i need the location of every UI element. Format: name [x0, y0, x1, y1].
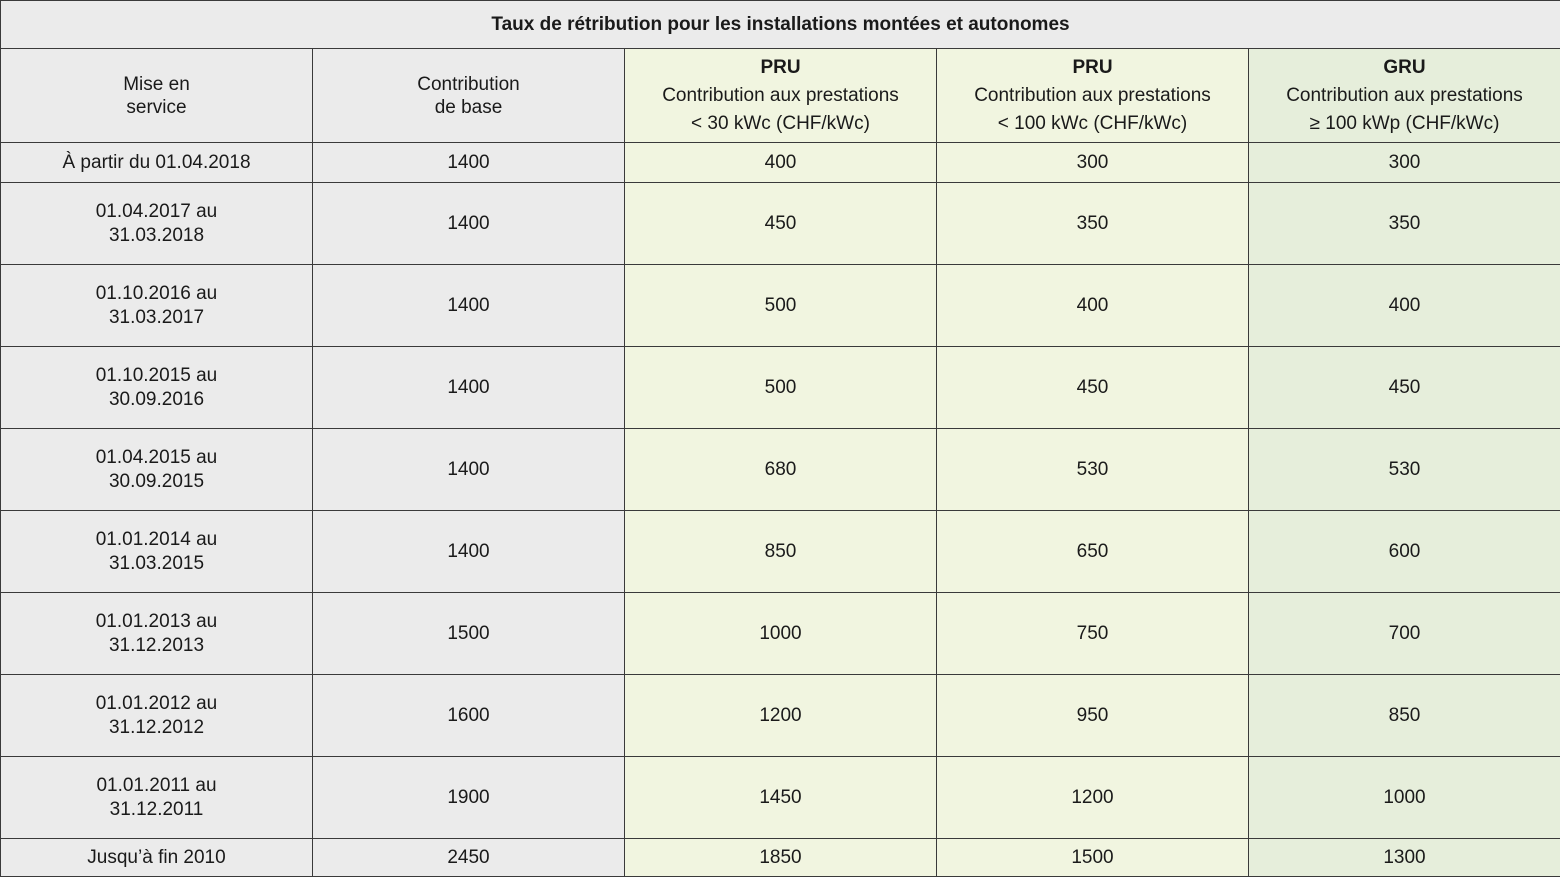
pru100-cell: 350 — [937, 183, 1249, 265]
pru100-cell: 400 — [937, 265, 1249, 347]
period-cell: À partir du 01.04.2018 — [1, 143, 313, 183]
period-end: 31.12.2013 — [108, 634, 205, 656]
header-pru-30-line-2: < 30 kWc (CHF/kWc) — [691, 112, 870, 134]
period-start: 01.04.2017 au — [95, 200, 218, 222]
table-row — [1, 429, 1560, 511]
pru30-cell: 1000 — [625, 593, 937, 675]
header-base-line-1: Contribution — [417, 73, 520, 95]
header-pru-30 — [625, 49, 937, 143]
base-cell: 1900 — [313, 757, 625, 839]
period-cell — [1, 183, 313, 265]
header-gru-line-2: ≥ 100 kWp (CHF/kWc) — [1309, 112, 1500, 134]
header-pru-100 — [937, 49, 1249, 143]
base-cell: 1400 — [313, 347, 625, 429]
pru100-cell: 530 — [937, 429, 1249, 511]
table-row — [1, 593, 1560, 675]
base-cell: 1400 — [313, 143, 625, 183]
pru100-cell: 950 — [937, 675, 1249, 757]
gru-cell: 300 — [1249, 143, 1560, 183]
period-end: 31.12.2012 — [108, 716, 205, 738]
period-cell — [1, 429, 313, 511]
base-cell: 1400 — [313, 511, 625, 593]
period-end: 30.09.2016 — [108, 388, 205, 410]
table-row — [1, 183, 1560, 265]
period-end: 31.03.2017 — [108, 306, 205, 328]
table-row — [1, 839, 1560, 877]
header-gru-title: GRU — [1383, 56, 1426, 78]
period-start: 01.10.2015 au — [95, 364, 218, 386]
period-end: 30.09.2015 — [108, 470, 205, 492]
pru30-cell: 450 — [625, 183, 937, 265]
gru-cell: 350 — [1249, 183, 1560, 265]
header-pru-100-line-1: Contribution aux prestations — [974, 84, 1211, 106]
header-commissioning-line-2: service — [126, 96, 187, 118]
period-start: 01.01.2011 au — [96, 774, 217, 796]
header-gru — [1249, 49, 1560, 143]
gru-cell: 1300 — [1249, 839, 1560, 877]
table-title: Taux de rétribution pour les installations montées et autonomes — [1, 1, 1560, 49]
header-base-line-2: de base — [434, 96, 503, 118]
header-pru-30-title: PRU — [760, 56, 801, 78]
pru100-cell: 650 — [937, 511, 1249, 593]
pru100-cell: 750 — [937, 593, 1249, 675]
table-row — [1, 143, 1560, 183]
header-pru-100-line-2: < 100 kWc (CHF/kWc) — [997, 112, 1188, 134]
header-gru-line-1: Contribution aux prestations — [1286, 84, 1523, 106]
pru30-cell: 1450 — [625, 757, 937, 839]
table-row — [1, 757, 1560, 839]
pru30-cell: 500 — [625, 347, 937, 429]
header-pru-30-line-1: Contribution aux prestations — [662, 84, 899, 106]
period-cell — [1, 347, 313, 429]
pru100-cell: 300 — [937, 143, 1249, 183]
base-cell: 1500 — [313, 593, 625, 675]
period-cell — [1, 593, 313, 675]
base-cell: 1400 — [313, 265, 625, 347]
base-cell: 1400 — [313, 183, 625, 265]
base-cell: 1600 — [313, 675, 625, 757]
table-row — [1, 675, 1560, 757]
gru-cell: 400 — [1249, 265, 1560, 347]
period-cell — [1, 757, 313, 839]
gru-cell: 530 — [1249, 429, 1560, 511]
period-end: 31.03.2015 — [108, 552, 205, 574]
table-row — [1, 511, 1560, 593]
period-cell — [1, 511, 313, 593]
header-pru-100-title: PRU — [1072, 56, 1113, 78]
gru-cell: 600 — [1249, 511, 1560, 593]
table-row — [1, 347, 1560, 429]
period-start: 01.01.2013 au — [95, 610, 218, 632]
pru30-cell: 680 — [625, 429, 937, 511]
header-base-contribution — [313, 49, 625, 143]
pru30-cell: 1850 — [625, 839, 937, 877]
period-end: 31.03.2018 — [108, 224, 205, 246]
gru-cell: 1000 — [1249, 757, 1560, 839]
header-commissioning — [1, 49, 313, 143]
period-start: 01.01.2014 au — [95, 528, 218, 550]
period-cell — [1, 265, 313, 347]
period-start: 01.10.2016 au — [95, 282, 218, 304]
pru100-cell: 1500 — [937, 839, 1249, 877]
pru30-cell: 850 — [625, 511, 937, 593]
period-start: 01.04.2015 au — [95, 446, 218, 468]
gru-cell: 450 — [1249, 347, 1560, 429]
period-cell — [1, 675, 313, 757]
header-commissioning-line-1: Mise en — [123, 73, 190, 95]
period-end: 31.12.2011 — [109, 798, 204, 820]
period-cell: Jusqu’à fin 2010 — [1, 839, 313, 877]
pru30-cell: 1200 — [625, 675, 937, 757]
pru30-cell: 500 — [625, 265, 937, 347]
gru-cell: 700 — [1249, 593, 1560, 675]
base-cell: 1400 — [313, 429, 625, 511]
pru100-cell: 1200 — [937, 757, 1249, 839]
base-cell: 2450 — [313, 839, 625, 877]
pru30-cell: 400 — [625, 143, 937, 183]
gru-cell: 850 — [1249, 675, 1560, 757]
table-row — [1, 265, 1560, 347]
pru100-cell: 450 — [937, 347, 1249, 429]
period-start: 01.01.2012 au — [95, 692, 218, 714]
